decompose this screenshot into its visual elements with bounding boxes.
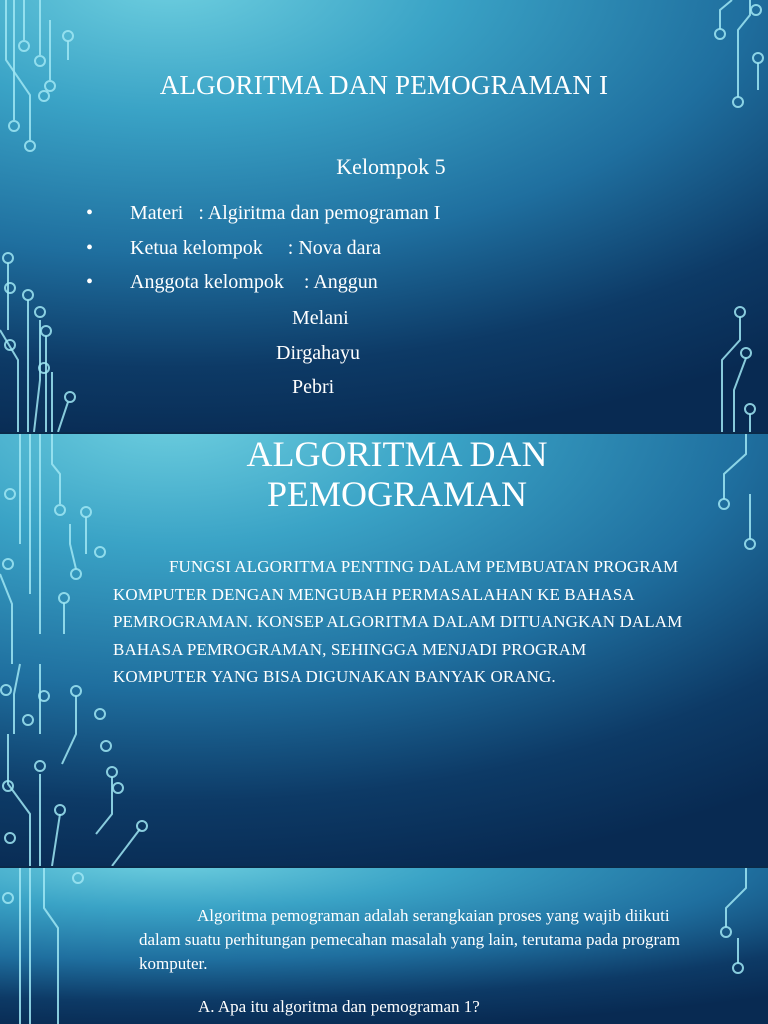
slide-2-body bbox=[113, 553, 683, 691]
bullet-item-ketua bbox=[86, 236, 382, 272]
member-name: Pebri bbox=[292, 376, 335, 398]
slide-1-subtitle: Kelompok 5 bbox=[336, 154, 446, 179]
bullet-icon: • bbox=[86, 271, 94, 293]
bullet-item-anggota bbox=[86, 271, 378, 306]
bullet-value: Nova dara bbox=[298, 236, 382, 259]
bullet-item-materi bbox=[86, 202, 441, 237]
bullet-separator: : bbox=[283, 271, 314, 293]
slide-2 bbox=[0, 434, 768, 866]
slide-2-title-line-1: ALGORITMA DAN bbox=[246, 434, 548, 474]
member-name: Melani bbox=[292, 307, 349, 329]
member-name: Dirgahayu bbox=[276, 342, 361, 364]
slide-2-title bbox=[0, 434, 768, 514]
bullet-separator: : bbox=[183, 202, 208, 224]
slide-3-body-text: Algoritma pemograman adalah serangkaian proses yang wajib diikuti dalam suatu perhitungan pemecahan masalah yang lain, terutama pada program komputer. bbox=[139, 906, 680, 973]
bullet-label: Anggota kelompok bbox=[130, 271, 284, 293]
slide-3 bbox=[0, 868, 768, 1024]
bullet-label: Ketua kelompok bbox=[130, 236, 263, 259]
bullet-value: Algiritma dan pemograman I bbox=[207, 202, 441, 224]
slide-1-title: ALGORITMA DAN PEMOGRAMAN I bbox=[159, 70, 609, 100]
bullet-label: Materi bbox=[130, 202, 184, 224]
slide-2-body-text: FUNGSI ALGORITMA PENTING DALAM PEMBUATAN PROGRAM KOMPUTER DENGAN MENGUBAH PERMASALAHAN KE BAHASA PEMROGRAMAN. KONSEP ALGORITMA DALAM DITUANGKAN DALAM BAHASA PEMROGRAMAN, SEHINGGA MENJADI PROGRAM KOMPUTER YANG BISA DIGUNAKAN BANYAK ORANG. bbox=[113, 557, 683, 687]
slide-3-body bbox=[139, 904, 709, 976]
slide-3-question: A. Apa itu algoritma dan pemograman 1? bbox=[198, 997, 480, 1016]
circuit-decoration-left bbox=[0, 868, 100, 1024]
slide-1-bullet-list bbox=[86, 202, 441, 306]
bullet-icon: • bbox=[86, 236, 94, 259]
slide-1 bbox=[0, 0, 768, 432]
bullet-icon: • bbox=[86, 202, 94, 224]
circuit-decoration-right bbox=[688, 0, 768, 432]
slide-2-title-line-2: PEMOGRAMAN bbox=[266, 474, 528, 514]
bullet-separator: : bbox=[262, 236, 299, 259]
bullet-value: Anggun bbox=[313, 271, 378, 293]
